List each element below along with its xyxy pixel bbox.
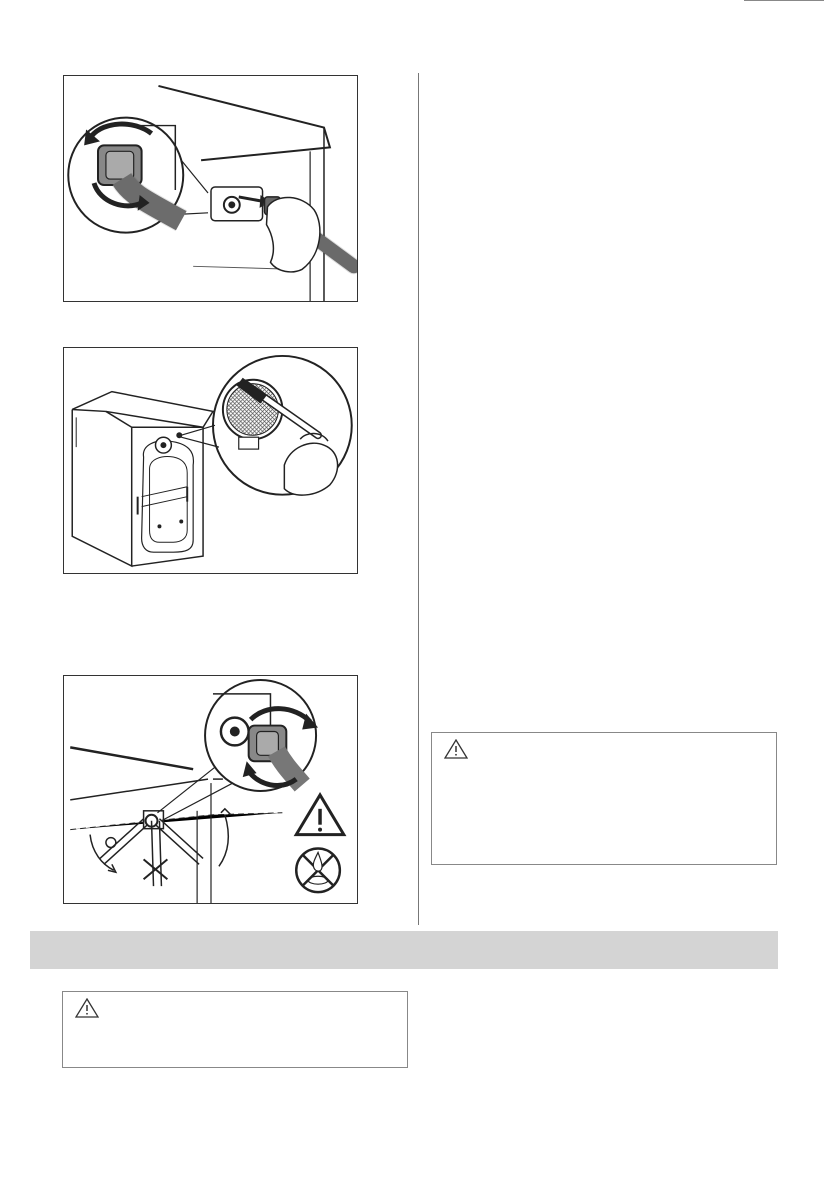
figure-reconnect-inlet-hose: [63, 675, 358, 904]
warning-triangle-icon: [75, 998, 99, 1018]
warning-box-bottom: [62, 991, 408, 1068]
warning-box-right: [431, 732, 777, 865]
water-inlet-hose-unscrew-illustration: [64, 76, 357, 301]
inlet-filter-cleaning-brush-illustration: [64, 348, 357, 573]
page-corner-mark: [744, 0, 824, 1]
column-divider: [418, 73, 419, 925]
figure-clean-inlet-filter: [63, 347, 358, 574]
warning-triangle-icon: [444, 739, 468, 759]
section-heading-bar: [30, 931, 778, 969]
figure-unscrew-inlet-hose: [63, 75, 358, 302]
inlet-hose-reconnect-angle-illustration: [64, 676, 357, 903]
